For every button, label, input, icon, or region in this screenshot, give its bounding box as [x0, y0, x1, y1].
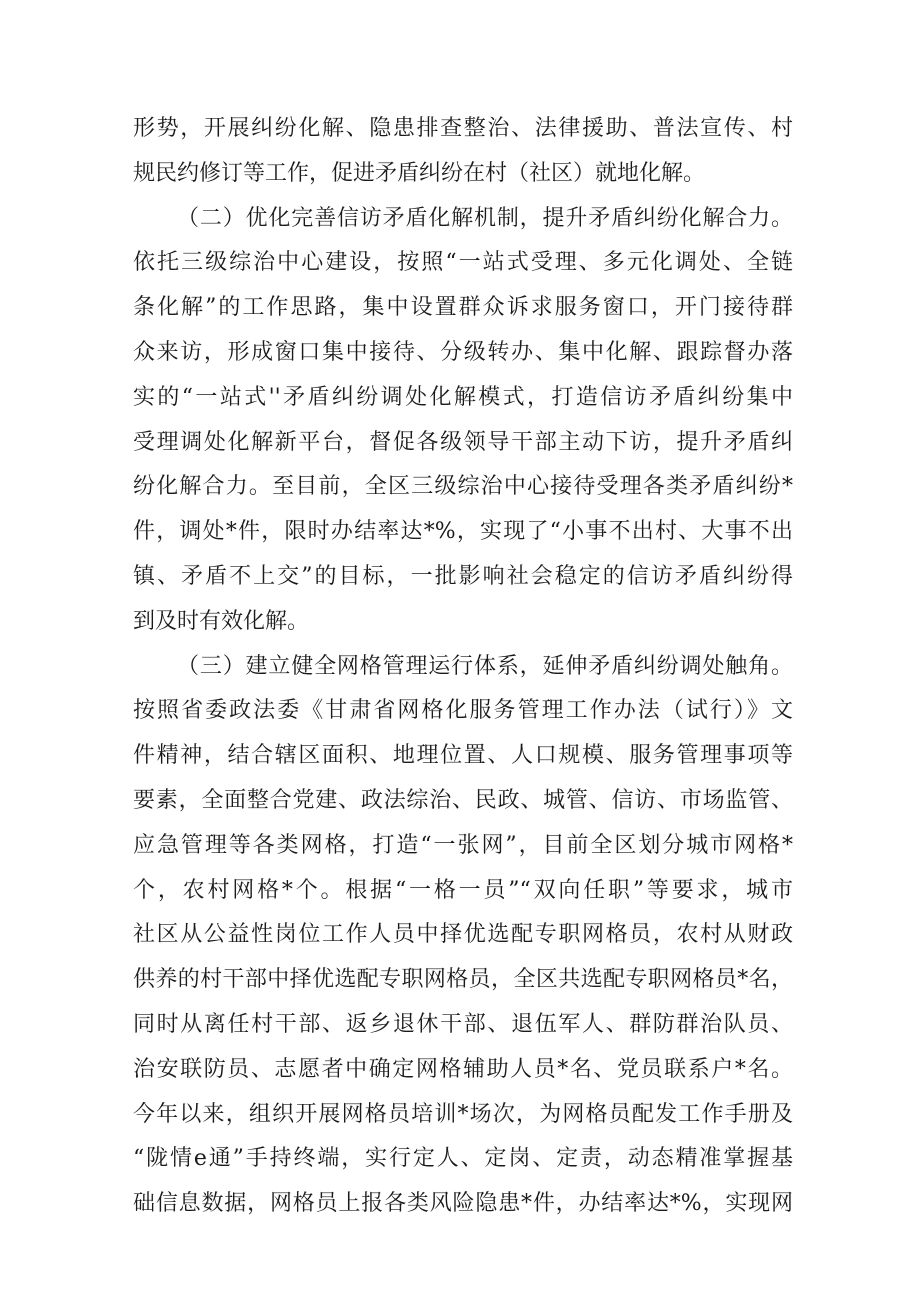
text-line: 受理调处化解新平台，督促各级领导干部主动下访，提升矛盾纠	[133, 429, 793, 455]
text-line: 治安联防员、志愿者中确定网格辅助人员*名、党员联系户*名。	[133, 1056, 793, 1082]
text-line: 件精神，结合辖区面积、地理位置、人口规模、服务管理事项等	[133, 743, 793, 769]
document-body	[133, 107, 793, 1227]
text-line: 条化解”的工作思路，集中设置群众诉求服务窗口，开门接待群	[133, 295, 793, 321]
text-line: 应急管理等各类网格，打造“一张网”，目前全区划分城市网格*	[133, 832, 793, 858]
text-line: 社区从公益性岗位工作人员中择优选配专职网格员，农村从财政	[133, 922, 793, 948]
text-line: 镇、矛盾不上交”的目标，一批影响社会稳定的信访矛盾纠纷得	[133, 563, 793, 589]
text-line: 按照省委政法委《甘肃省网格化服务管理工作办法（试行）》文	[133, 698, 793, 724]
text-line: 础信息数据，网格员上报各类风险隐患*件，办结率达*%，实现网	[133, 1191, 793, 1217]
text-line: 到及时有效化解。	[133, 608, 310, 634]
section-heading-line: （三）建立健全网格管理运行体系，延伸矛盾纠纷调处触角。	[177, 653, 793, 679]
text-line: 供养的村干部中择优选配专职网格员，全区共选配专职网格员*名，	[133, 967, 793, 993]
text-line: 件，调处*件，限时办结率达*%，实现了“小事不出村、大事不出	[133, 519, 793, 545]
text-line: 今年以来，组织开展网格员培训*场次，为网格员配发工作手册及	[133, 1101, 793, 1127]
text-line: 实的“一站式''矛盾纠纷调处化解模式，打造信访矛盾纠纷集中	[133, 384, 793, 410]
text-line: 同时从离任村干部、返乡退休干部、退伍军人、群防群治队员、	[133, 1011, 793, 1037]
text-line: 规民约修订等工作，促进矛盾纠纷在村（社区）就地化解。	[133, 160, 706, 186]
text-line: 个，农村网格*个。根据“一格一员”“双向任职”等要求，城市	[133, 877, 793, 903]
section-heading-line: （二）优化完善信访矛盾化解机制，提升矛盾纠纷化解合力。	[177, 205, 793, 231]
text-line: 形势，开展纠纷化解、隐患排查整治、法律援助、普法宣传、村	[133, 116, 793, 141]
text-line: 要素，全面整合党建、政法综治、民政、城管、信访、市场监管、	[133, 787, 793, 813]
text-line: 纷化解合力。至目前，全区三级综治中心接待受理各类矛盾纠纷*	[133, 474, 793, 500]
text-line: “陇情e通”手持终端，实行定人、定岗、定责，动态精准掌握基	[133, 1146, 793, 1172]
text-line: 依托三级综治中心建设，按照“一站式受理、多元化调处、全链	[133, 250, 793, 276]
text-line: 众来访，形成窗口集中接待、分级转办、集中化解、跟踪督办落	[133, 339, 793, 365]
